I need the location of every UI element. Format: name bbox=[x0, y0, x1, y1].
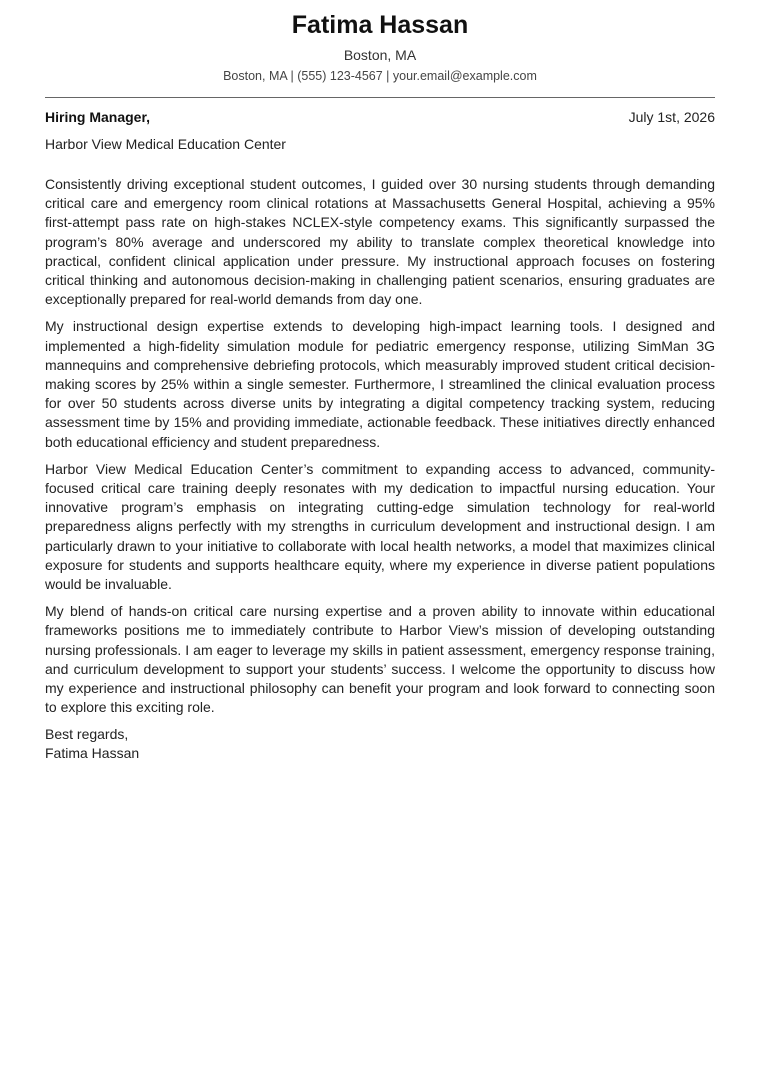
letter-date: July 1st, 2026 bbox=[628, 109, 715, 125]
body-paragraph: Consistently driving exceptional student outcomes, I guided over 30 nursing students through demanding critical care and emergency room clinical rotations at Massachusetts General Hospital, achieving a 95% first-attempt pass rate on high-stakes NCLEX-style competency exams. This significantly surpassed the program’s 80% average and underscored my ability to translate complex theoretical knowledge into practical, confident clinical application under pressure. My instructional approach focuses on fostering critical thinking and autonomous decision-making in challenging patient scenarios, ensuring graduates are exceptionally prepared for real-world demands from day one. bbox=[45, 176, 715, 308]
letter-body bbox=[45, 175, 715, 717]
applicant-location: Boston, MA bbox=[343, 47, 417, 63]
applicant-contact: Boston, MA | (555) 123-4567 | your.email@example.com bbox=[223, 69, 537, 83]
body-paragraph: My instructional design expertise extends to developing high-impact learning tools. I designed and implemented a high-fidelity simulation module for pediatric emergency response, utilizing SimMan 3G mannequins and comprehensive debriefing protocols, which measurably improved student critical decision-making scores by 25% within a single semester. Furthermore, I streamlined the clinical evaluation process for over 50 students across diverse units by integrating a digital competency tracking system, reducing assessment time by 15% and providing immediate, actionable feedback. These initiatives directly enhanced both educational efficiency and student preparedness. bbox=[45, 318, 715, 450]
letter-closing bbox=[45, 725, 715, 763]
body-paragraph: My blend of hands-on critical care nursing expertise and a proven ability to innovate within educational frameworks positions me to immediately contribute to Harbor View’s mission of developing outstanding nursing professionals. I am eager to leverage my skills in patient assessment, emergency response training, and curriculum development to support your students’ success. I welcome the opportunity to discuss how my experience and instructional philosophy can benefit your program and look forward to connecting soon to explore this exciting role. bbox=[45, 603, 715, 716]
recipient-salutation: Hiring Manager, bbox=[45, 109, 151, 125]
closing-phrase: Best regards, bbox=[45, 726, 129, 743]
header-divider bbox=[45, 97, 715, 98]
body-paragraph: Harbor View Medical Education Center’s commitment to expanding access to advanced, community-focused critical care training deeply resonates with my dedication to impactful nursing education. Your innovative program’s emphasis on integrating cutting-edge simulation technology for real-world preparedness aligns perfectly with my strengths in curriculum development and instructional design. I am particularly drawn to your initiative to collaborate with local health networks, a model that maximizes clinical exposure for students and supports healthcare equity, where my experience in diverse patient populations would be invaluable. bbox=[45, 460, 715, 593]
applicant-name: Fatima Hassan bbox=[291, 11, 469, 39]
recipient-date-row bbox=[45, 108, 715, 126]
signature-name: Fatima Hassan bbox=[45, 745, 140, 762]
recipient-organization: Harbor View Medical Education Center bbox=[45, 136, 286, 152]
letter-header bbox=[45, 10, 715, 84]
